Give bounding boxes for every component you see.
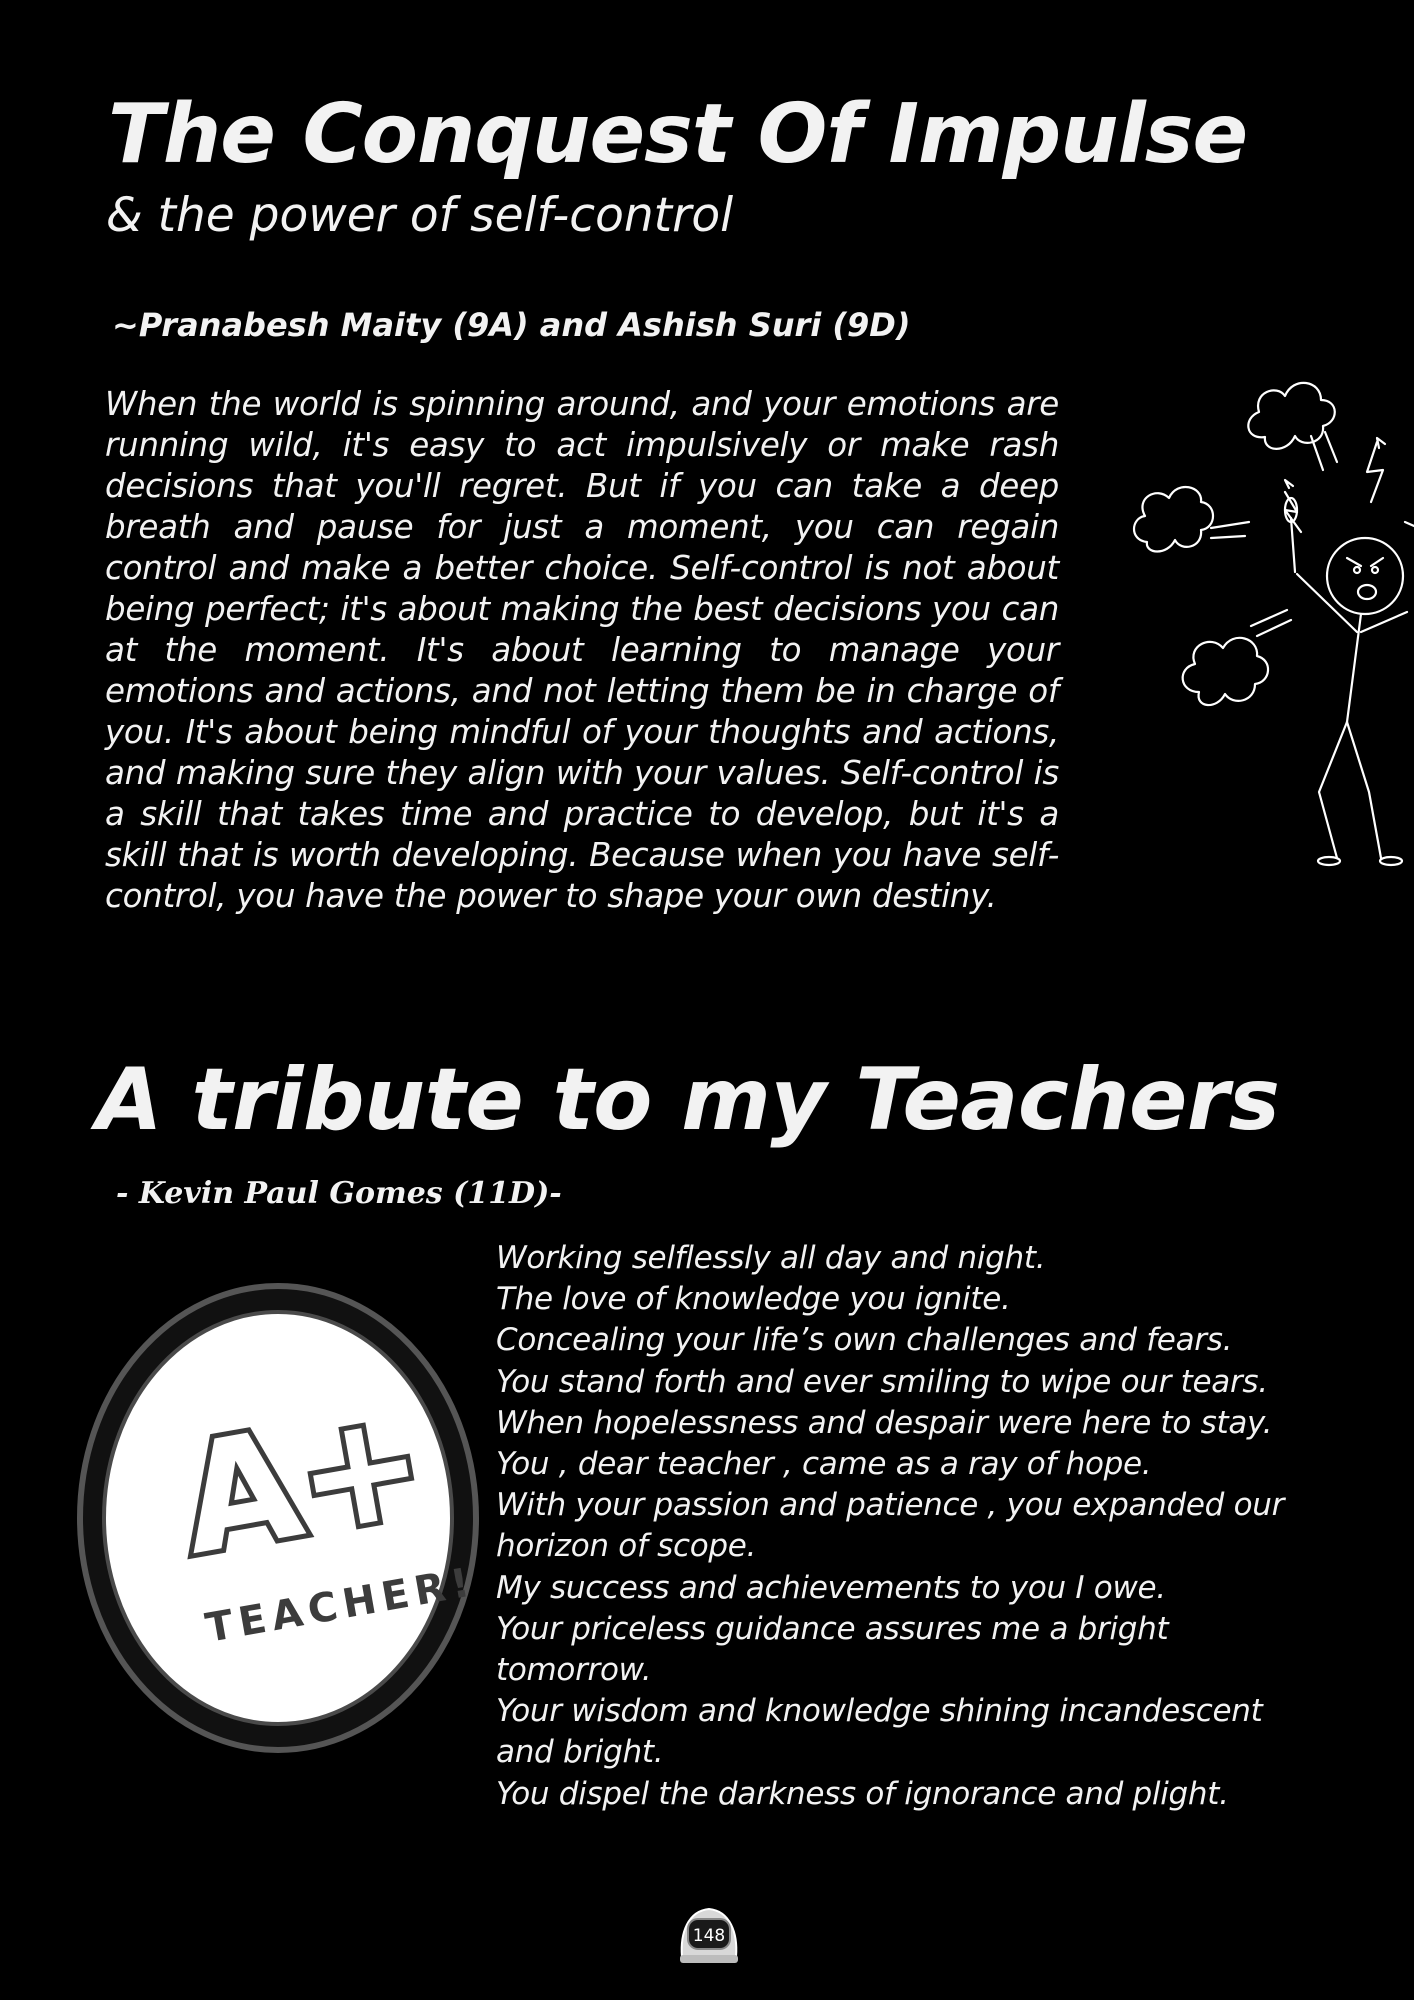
poem-line: With your passion and patience , you expanded our (496, 1487, 1285, 1524)
badge-grade-text: A+ (168, 1375, 438, 1589)
poem-line: Your wisdom and knowledge shining incandescent (496, 1693, 1263, 1730)
poem-line: horizon of scope. (496, 1528, 757, 1565)
poem-line: My success and achievements to you I owe. (496, 1569, 1166, 1606)
article-body: When the world is spinning around, and your emotions are running wild, it's easy to act impulsively or make rash decisions that you'll regret. But if you can take a deep breath and pause for just a moment, you can regain control and make a better choice. Self-control is not about being perfect; it's about making the best decisions you can at the moment. It's about learning to manage your emotions and actions, and not letting them be in charge of you. It's about being mindful of your thoughts and actions, and making sure they align with your values. Self-control is a skill that takes time and practice to develop, but it's a skill that is worth developing. Because when you have self- control, you have the power to shape your own destiny. (105, 385, 1059, 915)
poem-line: Concealing your life’s own challenges and fears. (496, 1322, 1233, 1359)
poem-line: You , dear teacher , came as a ray of hope. (496, 1446, 1152, 1483)
badge-caption-text: TEACHER! (202, 1559, 479, 1652)
article-title: The Conquest Of Impulse (108, 87, 1248, 182)
article-byline: ~Pranabesh Maity (9A) and Ashish Suri (9D) (112, 306, 911, 344)
smoke-cloud-bottom (1183, 638, 1268, 705)
page-number: 148 (692, 1926, 726, 1946)
page-number-helmet-icon (674, 1903, 744, 1965)
poem-lines (496, 1238, 1376, 1815)
poem-line: and bright. (496, 1734, 664, 1771)
poem-line: When hopelessness and despair were here to stay. (496, 1404, 1273, 1441)
poem-line: You stand forth and ever smiling to wipe our tears. (496, 1363, 1268, 1400)
poem-line: Your priceless guidance assures me a bright (496, 1610, 1169, 1647)
smoke-cloud-left (1134, 487, 1213, 552)
poem-title: A tribute to my Teachers (96, 1050, 1280, 1150)
a-plus-teacher-badge (76, 1280, 480, 1756)
angry-stick-figure-illustration (1125, 362, 1414, 882)
poem-line: Working selflessly all day and night. (496, 1240, 1046, 1276)
poem-line: You dispel the darkness of ignorance and plight. (496, 1775, 1229, 1812)
poem-byline: - Kevin Paul Gomes (11D)- (116, 1176, 562, 1211)
article-subtitle: & the power of self-control (106, 188, 734, 243)
poem-line: tomorrow. (496, 1652, 652, 1689)
poem-line: The love of knowledge you ignite. (496, 1281, 1011, 1318)
smoke-cloud-top (1248, 383, 1334, 449)
